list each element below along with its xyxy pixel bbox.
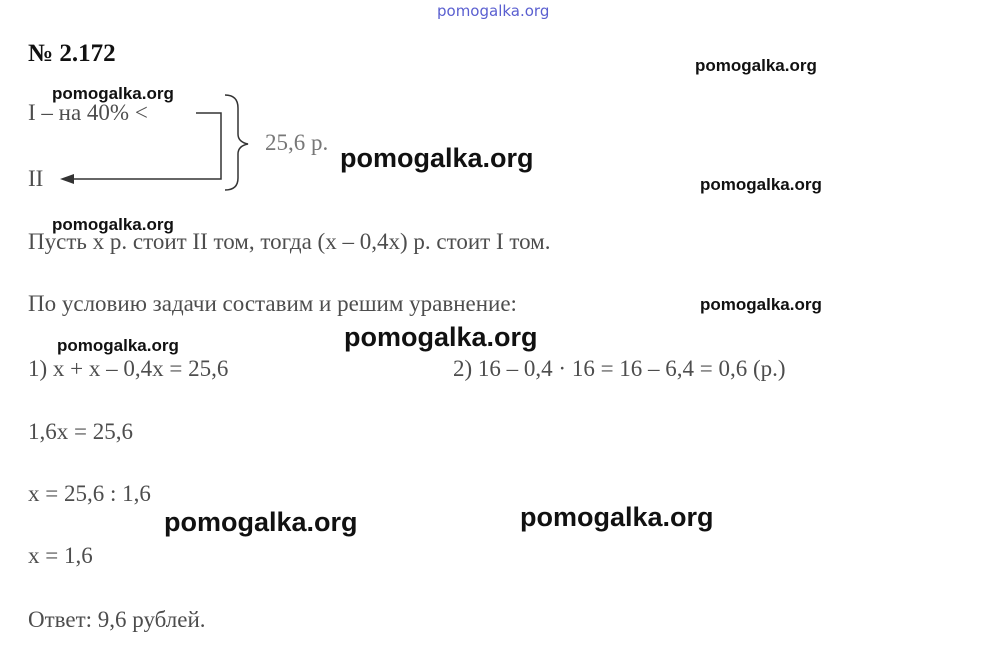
equation-line-4: x = 1,6 <box>28 543 93 568</box>
site-header-link[interactable]: pomogalka.org <box>437 2 550 20</box>
watermark: pomogalka.org <box>700 295 822 314</box>
watermark: pomogalka.org <box>344 322 538 352</box>
diagram-volume-two-label: II <box>28 166 44 191</box>
watermark: pomogalka.org <box>52 84 174 103</box>
watermark: pomogalka.org <box>340 143 534 173</box>
text-line-let: Пусть x р. стоит II том, тогда (x – 0,4x) р. стоит I том. <box>28 229 551 254</box>
diagram-sum-label: 25,6 р. <box>265 130 329 155</box>
watermark: pomogalka.org <box>700 175 822 194</box>
diagram-curly-brace <box>225 95 248 190</box>
answer-line: Ответ: 9,6 рублей. <box>28 607 206 632</box>
equation-step-2: 2) 16 – 0,4 · 16 = 16 – 6,4 = 0,6 (р.) <box>453 356 786 381</box>
watermark: pomogalka.org <box>52 215 174 234</box>
equation-step-1: 1) x + x – 0,4x = 25,6 <box>28 356 229 381</box>
diagram-arrow-head <box>60 174 74 184</box>
watermark: pomogalka.org <box>695 56 817 75</box>
equation-line-3: x = 25,6 : 1,6 <box>28 481 151 506</box>
problem-number: № 2.172 <box>28 40 116 67</box>
watermark: pomogalka.org <box>520 502 714 532</box>
text-line-condition: По условию задачи составим и решим уравнение: <box>28 291 517 316</box>
watermark: pomogalka.org <box>57 336 179 355</box>
equation-line-2: 1,6x = 25,6 <box>28 419 133 444</box>
diagram-volume-one-label: I – на 40% < <box>28 100 148 125</box>
watermark: pomogalka.org <box>164 507 358 537</box>
